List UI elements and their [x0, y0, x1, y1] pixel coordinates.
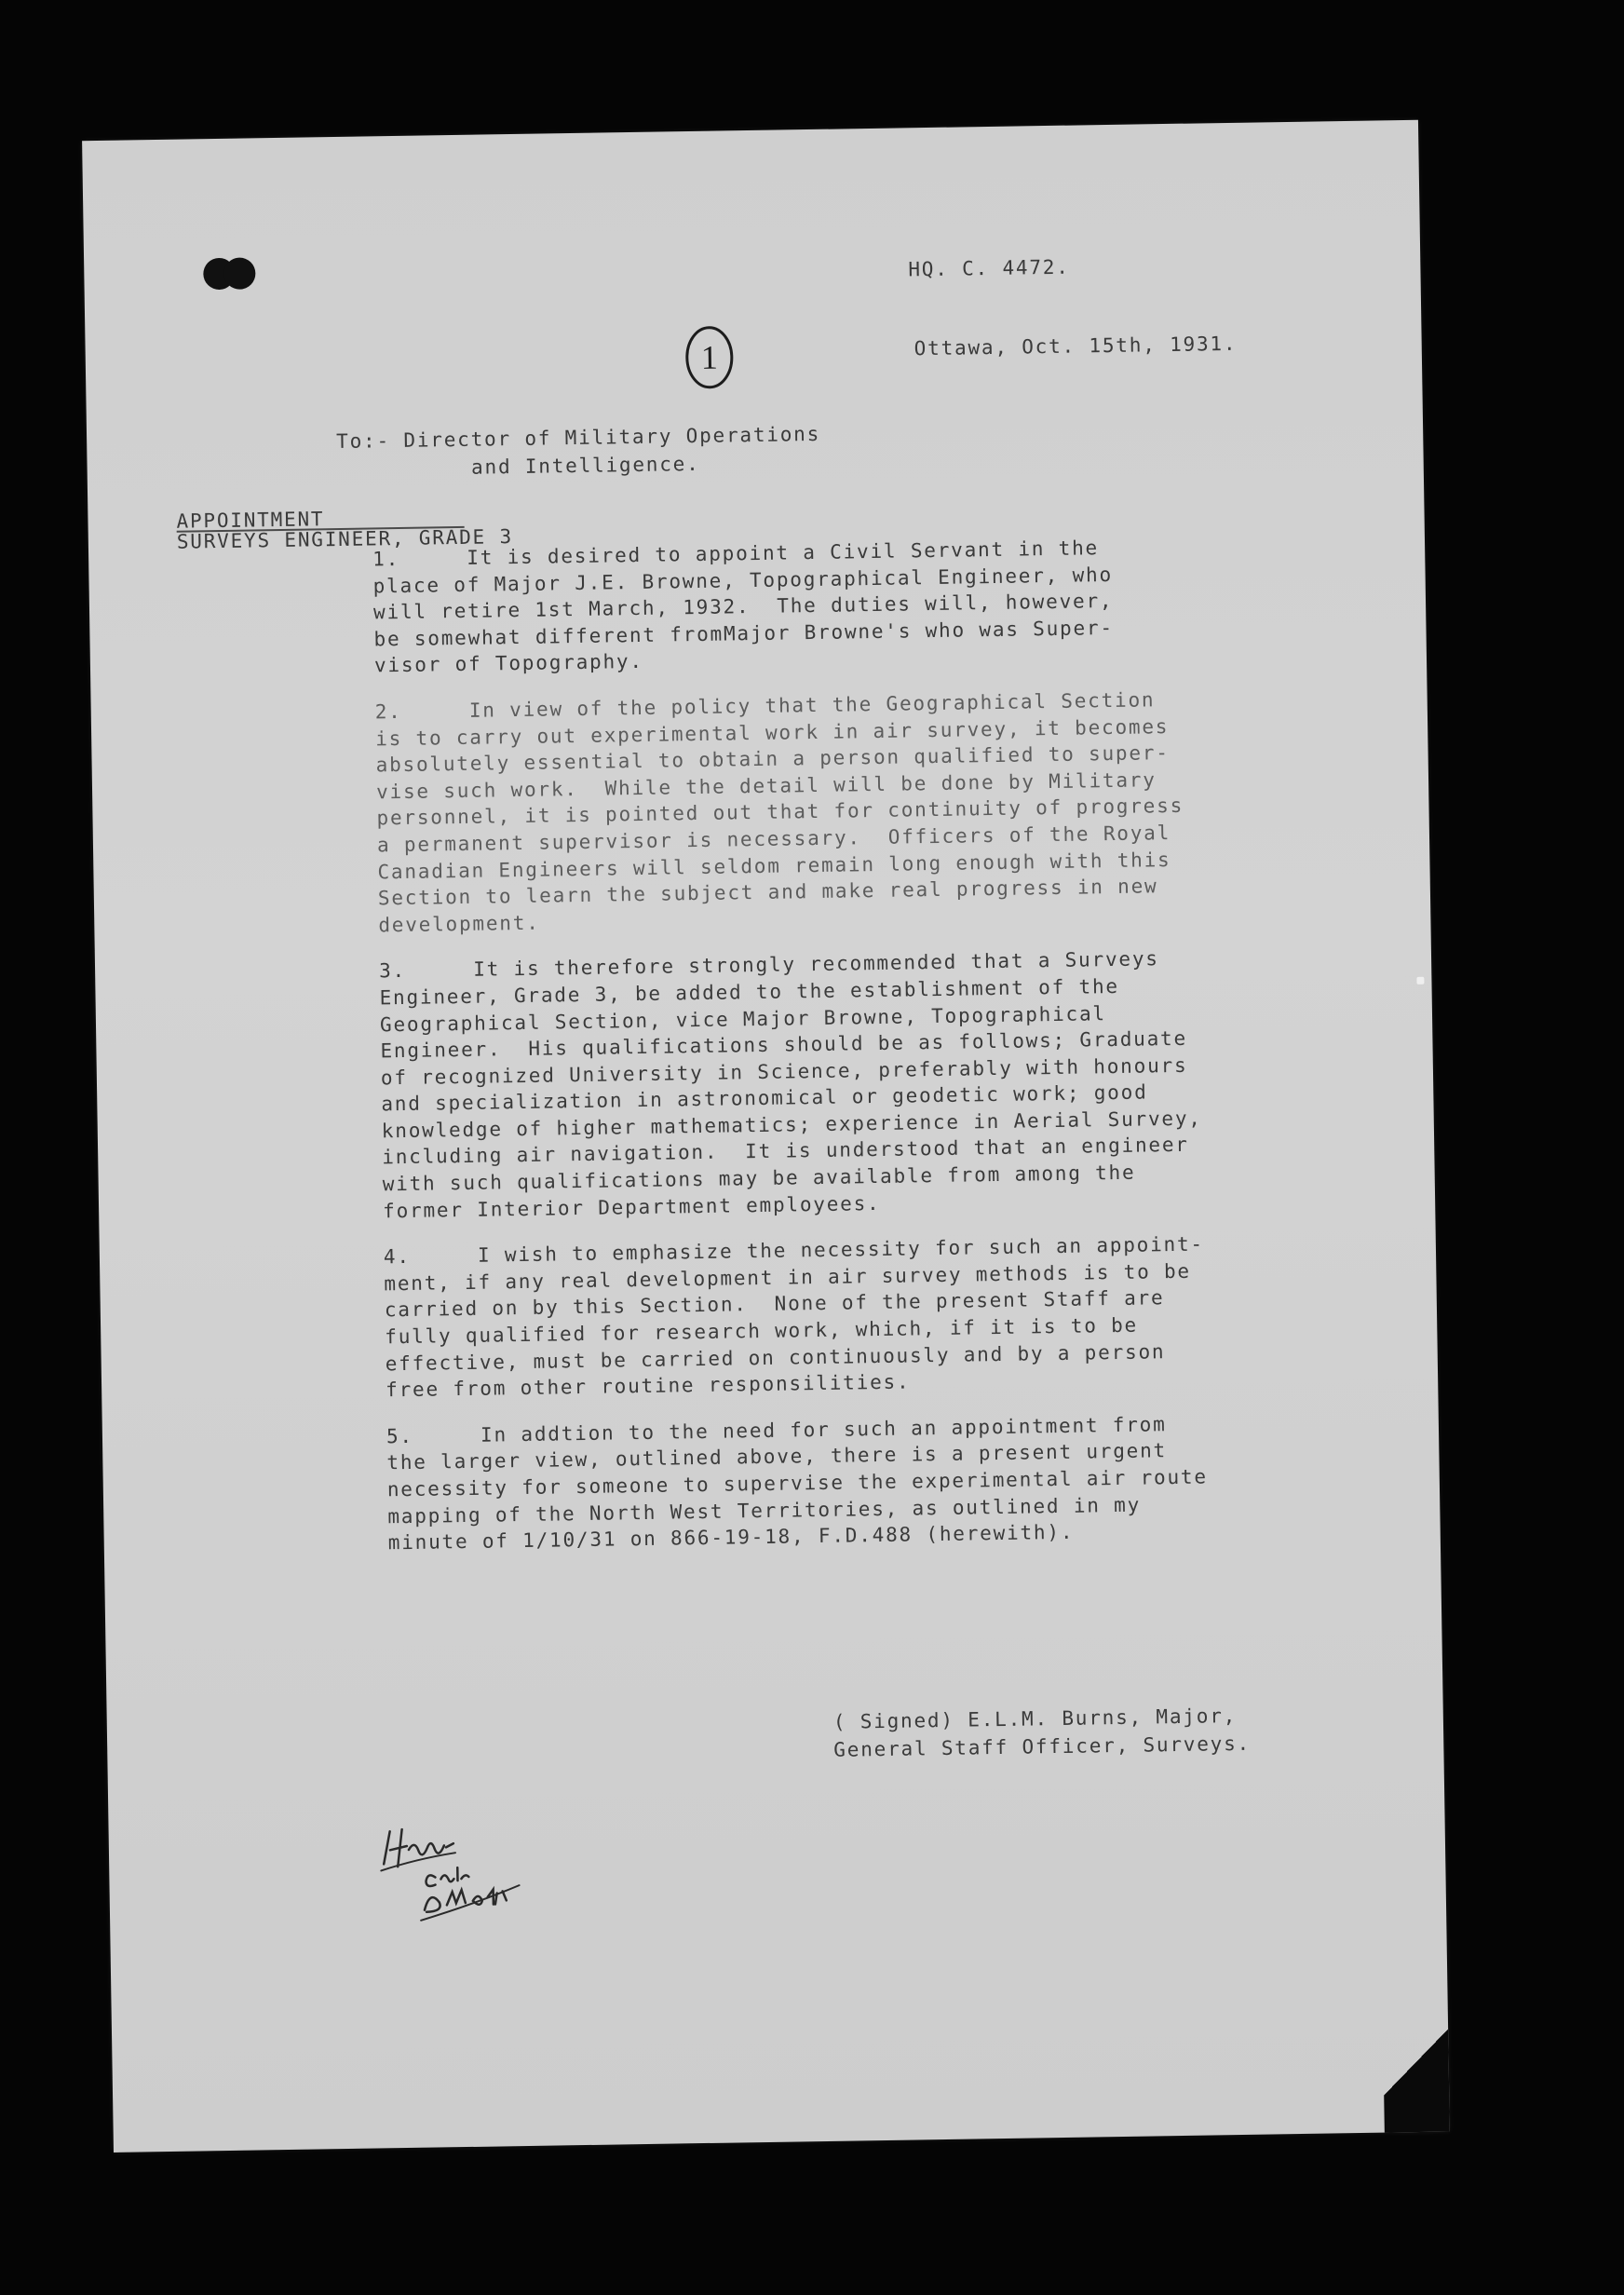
text-line: place of Major J.E. Browne, Topographical Engineer, who — [372, 563, 1114, 598]
text-line: necessity for someone to supervise the experimental air route — [386, 1465, 1208, 1501]
text-line: personnel, it is pointed out that for continuity of progress — [376, 794, 1184, 830]
text-line: ment, if any real development in air survey methods is to be — [384, 1259, 1192, 1296]
text-line: knowledge of higher mathematics; experience in Aerial Survey, — [381, 1107, 1202, 1143]
addressee-line: and Intelligence. — [336, 452, 700, 482]
text-line: Engineer. His qualifications should be as follows; Graduate — [380, 1026, 1188, 1063]
paragraph-3 — [379, 943, 1388, 1225]
paragraph-2 — [375, 683, 1385, 938]
paragraph-4 — [384, 1229, 1392, 1405]
punch-holes — [203, 257, 263, 288]
date-line: Ottawa, Oct. 15th, 1931. — [914, 332, 1238, 360]
text-line: a permanent supervisor is necessary. Officers of the Royal — [376, 821, 1171, 857]
circled-page-number — [681, 321, 738, 393]
text-line: carried on by this Section. None of the present Staff are — [384, 1286, 1165, 1322]
reference-number: HQ. C. 4472. — [908, 255, 1070, 281]
text-line: Engineer, Grade 3, be added to the establishment of the — [379, 974, 1120, 1010]
addressee-line: To:- Director of Military Operations — [336, 422, 821, 454]
signature-line: ( Signed) E.L.M. Burns, Major, — [832, 1704, 1238, 1733]
text-line: the larger view, outlined above, there is a present urgent — [386, 1439, 1168, 1474]
text-line: 4. I wish to emphasize the necessity for such an appoint- — [383, 1232, 1205, 1269]
circled-page-number-text: 1 — [700, 338, 719, 376]
document-page — [82, 120, 1450, 2152]
text-line: Section to learn the subject and make real progress in new — [377, 875, 1158, 910]
text-line: Geographical Section, vice Major Browne, Topographical — [379, 1001, 1107, 1036]
text-line: former Interior Department employees. — [382, 1191, 881, 1222]
text-line: mapping of the North West Territories, as outlined in my — [387, 1493, 1142, 1528]
text-line: with such qualifications may be available from among the — [382, 1161, 1136, 1196]
subject-line: SURVEYS ENGINEER, GRADE 3 — [176, 525, 514, 553]
text-line: visor of Topography. — [373, 650, 644, 677]
text-line: be somewhat different fromMajor Browne's who was Super- — [373, 616, 1114, 651]
text-line: 1. It is desired to appoint a Civil Servant in the — [372, 536, 1100, 571]
text-line: free from other routine responsilities. — [386, 1370, 911, 1402]
text-line: of recognized University in Science, preferably with honours — [380, 1053, 1188, 1090]
text-line: 2. In view of the policy that the Geographical Section — [374, 688, 1156, 724]
signature-line: General Staff Officer, Surveys. — [833, 1731, 1252, 1761]
text-line: 3. It is therefore strongly recommended that a Surveys — [378, 947, 1159, 983]
text-line: vise such work. While the detail will be done by Military — [375, 767, 1157, 804]
text-line: including air navigation. It is understood that an engineer — [382, 1134, 1189, 1169]
text-line: fully qualified for research work, which, if it is to be — [385, 1313, 1139, 1349]
text-line: 5. In addtion to the need for such an appointment from — [386, 1412, 1167, 1448]
text-line: will retire 1st March, 1932. The duties will, however, — [372, 590, 1114, 624]
text-line: development. — [378, 911, 540, 937]
edge-speck — [1416, 977, 1424, 985]
text-line: absolutely essential to obtain a person qualified to super- — [375, 741, 1170, 777]
text-line: and specialization in astronomical or geodetic work; good — [381, 1080, 1148, 1116]
signature-block — [833, 1702, 1252, 1764]
body-text — [372, 530, 1394, 1576]
text-line: minute of 1/10/31 on 866-19-18, F.D.488 (herewith). — [387, 1520, 1075, 1555]
punch-hole — [223, 257, 256, 290]
paragraph-1 — [372, 530, 1380, 679]
paragraph-5 — [386, 1407, 1394, 1556]
handwritten-note — [378, 1810, 566, 1924]
text-line: Canadian Engineers will seldom remain long enough with this — [377, 848, 1171, 883]
text-line: effective, must be carried on continuously and by a person — [385, 1339, 1166, 1375]
subject-line: APPOINTMENT — [176, 508, 464, 533]
text-line: is to carry out experimental work in air survey, it becomes — [375, 714, 1170, 750]
addressee-block — [336, 420, 821, 483]
